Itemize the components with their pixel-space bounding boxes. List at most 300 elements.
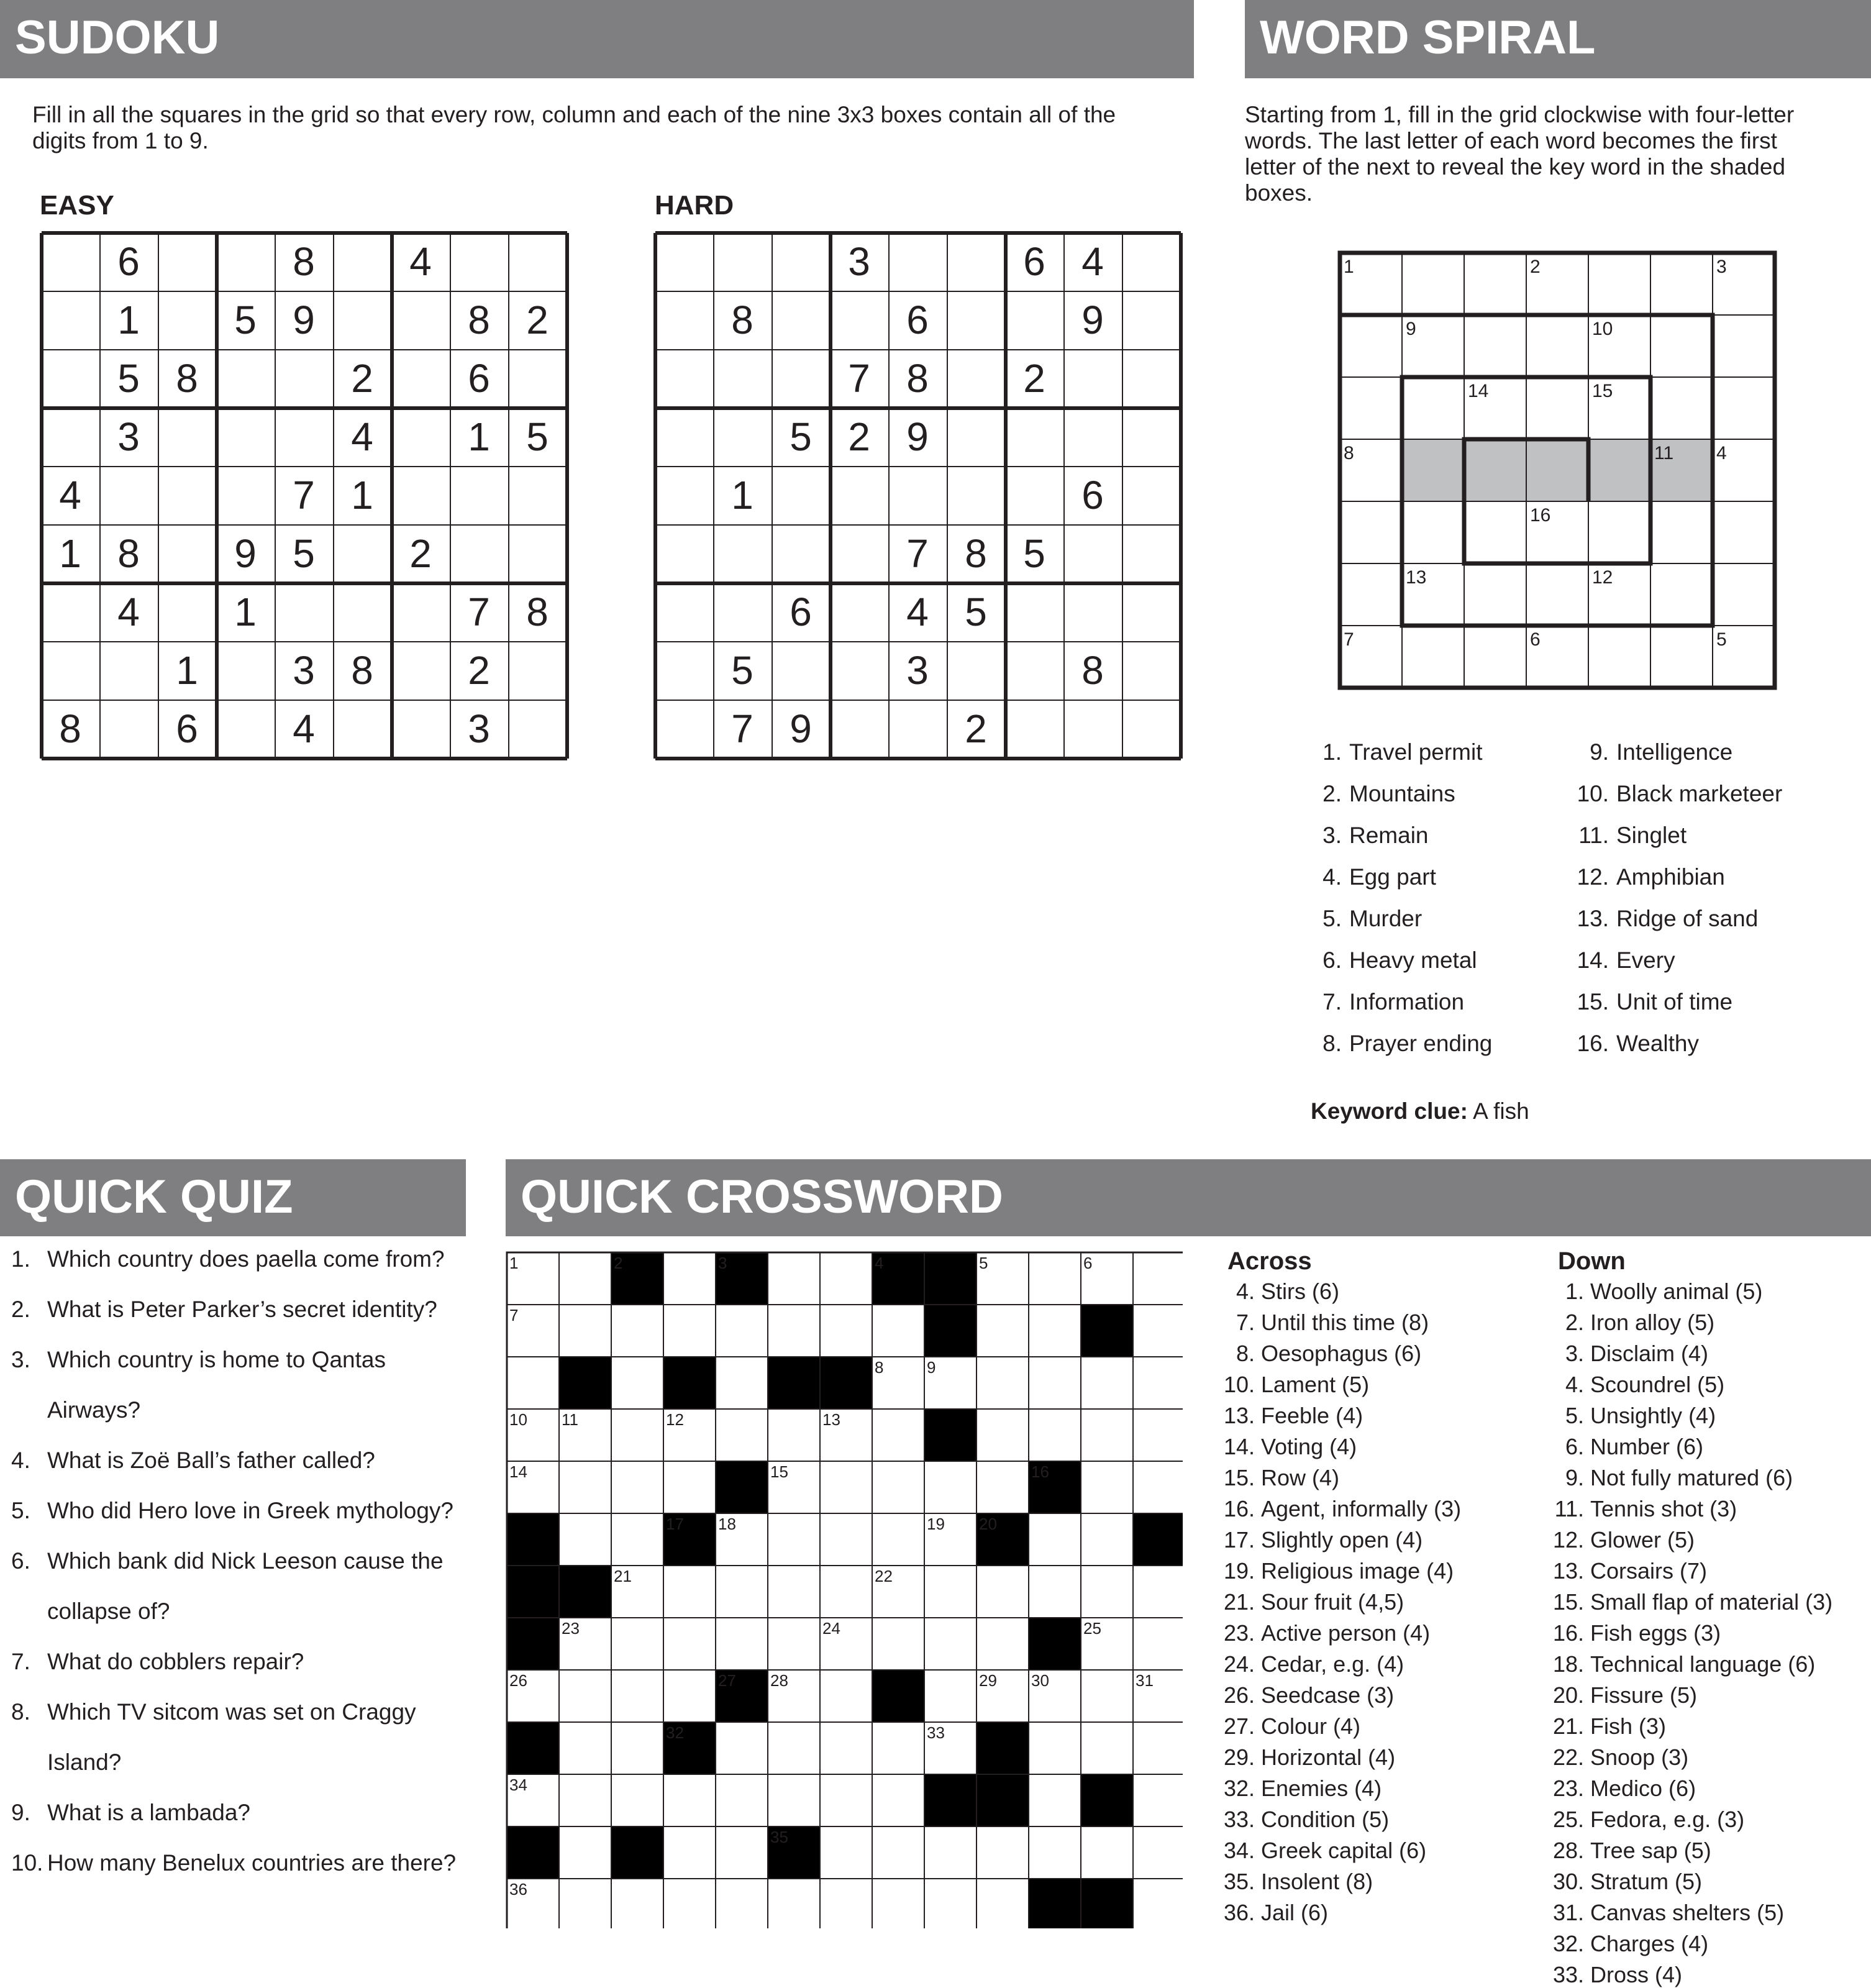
sudoku-cell[interactable] [391,349,450,408]
sudoku-cell[interactable]: 2 [351,356,373,401]
crossword-block [663,1357,716,1409]
sudoku-cell[interactable] [158,408,216,466]
sudoku-cell[interactable] [713,408,772,466]
spiral-cell [1526,377,1588,439]
spiral-cell-number: 2 [1530,257,1541,277]
crossword-cell [872,1774,924,1826]
word-spiral-grid[interactable] [1336,248,1779,692]
crossword-cell [768,1879,820,1928]
crossword-clue [1547,1620,1721,1646]
crossword-clue-text: Colour (4) [1261,1713,1361,1739]
quiz-question-text: Airways? [47,1397,141,1423]
sudoku-cell[interactable] [391,583,450,641]
sudoku-cell[interactable] [1122,641,1180,700]
crossword-cell [716,1774,768,1826]
sudoku-cell[interactable] [99,700,158,758]
sudoku-cell[interactable]: 3 [848,239,870,284]
crossword-clue-number: 32. [1552,1931,1584,1956]
sudoku-cell[interactable] [1063,349,1122,408]
sudoku-cell[interactable] [830,583,888,641]
spiral-clue [1577,823,1687,849]
sudoku-cell[interactable]: 6 [790,590,812,634]
sudoku-cell[interactable] [41,583,99,641]
crossword-clue [1547,1776,1696,1802]
sudoku-cell[interactable] [713,232,772,291]
crossword-cell-number: 7 [509,1306,519,1325]
crossword-cell [663,1670,716,1722]
sudoku-cell[interactable] [830,291,888,349]
sudoku-cell[interactable] [41,232,99,291]
sudoku-cell[interactable]: 6 [117,239,140,284]
sudoku-cell[interactable]: 4 [351,414,373,459]
crossword-cell [976,1826,1029,1879]
sudoku-easy-grid[interactable] [41,232,568,759]
sudoku-cell[interactable]: 5 [526,414,549,459]
sudoku-cell[interactable] [1063,583,1122,641]
crossword-cell-number: 30 [1031,1671,1049,1690]
sudoku-cell[interactable] [655,291,713,349]
sudoku-cell[interactable]: 7 [848,356,870,401]
crossword-cell [976,1879,1029,1928]
sudoku-cell[interactable]: 9 [293,298,315,342]
crossword-block [924,1305,976,1357]
crossword-cell [1081,1826,1133,1879]
sudoku-cell[interactable]: 8 [351,648,373,693]
sudoku-cell[interactable] [830,700,888,758]
sudoku-cell[interactable] [41,641,99,700]
sudoku-cell[interactable]: 8 [526,590,549,634]
sudoku-cell[interactable]: 8 [468,298,490,342]
crossword-cell-number: 34 [509,1776,527,1794]
crossword-cell [1133,1879,1183,1928]
crossword-block [1081,1774,1133,1826]
sudoku-cell[interactable] [830,466,888,524]
spiral-cell-number: 14 [1468,381,1489,401]
crossword-cell [820,1566,872,1618]
sudoku-cell[interactable]: 5 [1023,531,1045,576]
sudoku-cell[interactable]: 5 [117,356,140,401]
crossword-cell [1081,1566,1133,1618]
crossword-clue-text: Agent, informally (3) [1261,1496,1462,1521]
spiral-clue-number: 6. [1322,947,1342,973]
crossword-cell-number: 4 [875,1254,884,1272]
spiral-cell [1464,315,1526,377]
sudoku-cell[interactable]: 9 [790,706,812,751]
crossword-block [1081,1879,1133,1928]
crossword-clue-text: Technical language (6) [1590,1651,1816,1677]
sudoku-cell[interactable] [333,700,391,758]
crossword-block [1029,1618,1081,1670]
sudoku-cell[interactable]: 7 [293,473,315,518]
sudoku-cell[interactable]: 8 [117,531,140,576]
spiral-cell [1650,501,1713,563]
sudoku-cell[interactable] [99,641,158,700]
crossword-cell [1133,1566,1183,1618]
sudoku-cell[interactable] [216,641,275,700]
sudoku-cell[interactable]: 8 [59,706,81,751]
crossword-clue-text: Sour fruit (4,5) [1261,1589,1404,1615]
sudoku-cell[interactable]: 2 [1023,356,1045,401]
sudoku-cell[interactable] [655,583,713,641]
spiral-clue-number: 3. [1322,823,1342,848]
sudoku-cell[interactable] [947,232,1005,291]
sudoku-cell[interactable]: 6 [468,356,490,401]
sudoku-cell[interactable] [508,524,567,583]
sudoku-cell[interactable] [158,583,216,641]
sudoku-cell[interactable] [450,466,508,524]
crossword-cell [768,1513,820,1566]
sudoku-cell[interactable] [216,408,275,466]
sudoku-cell[interactable]: 8 [293,239,315,284]
sudoku-cell[interactable] [391,700,450,758]
crossword-clue [1547,1807,1744,1833]
crossword-cell [1029,1357,1081,1409]
word-spiral-instructions-line: words. The last letter of each word becomes the first [1245,128,1777,153]
sudoku-cell[interactable] [772,524,830,583]
crossword-cell [611,1670,663,1722]
crossword-block [820,1357,872,1409]
spiral-cell [1402,377,1464,439]
crossword-clue [1547,1682,1697,1708]
spiral-clue-text: Mountains [1349,781,1455,806]
crossword-clue-text: Fedora, e.g. (3) [1590,1807,1745,1832]
crossword-clue [1218,1651,1404,1677]
sudoku-cell[interactable]: 7 [468,590,490,634]
crossword-clue-number: 18. [1552,1651,1584,1677]
spiral-clue-text: Amphibian [1616,864,1725,890]
crossword-cell [559,1722,611,1774]
crossword-clue-number: 20. [1552,1682,1584,1708]
sudoku-cell[interactable] [713,349,772,408]
crossword-clue [1218,1403,1363,1429]
sudoku-cell[interactable] [391,408,450,466]
sudoku-cell[interactable] [158,291,216,349]
sudoku-cell[interactable]: 5 [293,531,315,576]
sudoku-cell[interactable]: 5 [965,590,987,634]
crossword-clue-number: 5. [1565,1403,1584,1428]
sudoku-cell[interactable]: 9 [234,531,257,576]
sudoku-cell[interactable] [1005,466,1063,524]
sudoku-cell[interactable]: 6 [1023,239,1045,284]
crossword-cell [611,1461,663,1513]
crossword-cell-number: 15 [770,1462,788,1481]
sudoku-hard-grid[interactable] [655,232,1181,759]
sudoku-cell[interactable] [275,349,333,408]
across-clue-list [1218,1279,1541,1943]
sudoku-cell[interactable]: 7 [906,531,929,576]
crossword-cell-number: 14 [509,1462,527,1481]
sudoku-cell[interactable] [888,232,947,291]
sudoku-cell[interactable] [830,524,888,583]
sudoku-cell[interactable] [713,583,772,641]
crossword-clue-number: 6. [1565,1434,1584,1459]
sudoku-cell[interactable] [216,232,275,291]
sudoku-cell[interactable] [947,466,1005,524]
sudoku-cell[interactable] [888,700,947,758]
quiz-question-text: Who did Hero love in Greek mythology? [47,1498,453,1523]
sudoku-cell[interactable] [772,641,830,700]
crossword-cell [1133,1826,1183,1879]
sudoku-cell[interactable] [1122,700,1180,758]
crossword-clue-text: Corsairs (7) [1590,1558,1708,1584]
sudoku-cell[interactable]: 6 [176,706,198,751]
sudoku-cell[interactable] [216,700,275,758]
sudoku-cell[interactable] [450,232,508,291]
crossword-clue-text: Condition (5) [1261,1807,1390,1832]
across-heading: Across [1227,1247,1312,1275]
spiral-cell [1650,315,1713,377]
spiral-clue-text: Murder [1349,906,1423,931]
sudoku-cell[interactable] [1122,524,1180,583]
sudoku-cell[interactable] [1122,466,1180,524]
crossword-clue-text: Row (4) [1261,1465,1340,1490]
sudoku-cell[interactable] [713,524,772,583]
sudoku-cell[interactable] [508,349,567,408]
crossword-cell [663,1461,716,1513]
sudoku-cell[interactable] [888,466,947,524]
crossword-cell-number: 1 [509,1254,519,1272]
sudoku-cell[interactable] [1122,408,1180,466]
sudoku-cell[interactable] [655,232,713,291]
sudoku-cell[interactable]: 5 [731,648,753,693]
sudoku-cell[interactable] [391,291,450,349]
sudoku-cell[interactable] [1063,700,1122,758]
sudoku-cell[interactable] [508,232,567,291]
sudoku-cell[interactable] [655,524,713,583]
sudoku-cell[interactable] [333,291,391,349]
crossword-cell-number: 18 [718,1515,736,1533]
sudoku-cell[interactable] [158,466,216,524]
sudoku-cell[interactable]: 1 [117,298,140,342]
sudoku-cell[interactable] [158,232,216,291]
sudoku-cell[interactable]: 4 [1081,239,1104,284]
sudoku-cell[interactable] [508,700,567,758]
spiral-cell [1464,253,1526,315]
sudoku-cell[interactable] [1063,408,1122,466]
sudoku-cell[interactable]: 4 [906,590,929,634]
sudoku-cell[interactable]: 1 [176,648,198,693]
crossword-grid[interactable] [504,1250,1183,1928]
spiral-clue [1317,781,1455,807]
sudoku-cell[interactable] [1005,408,1063,466]
sudoku-cell[interactable] [1005,583,1063,641]
spiral-clue-number: 10. [1577,781,1609,806]
sudoku-cell[interactable]: 1 [234,590,257,634]
quiz-question-text: What is Zoë Ball’s father called? [47,1448,375,1473]
sudoku-cell[interactable]: 4 [409,239,432,284]
sudoku-cell[interactable] [947,349,1005,408]
sudoku-cell[interactable] [41,349,99,408]
sudoku-cell[interactable]: 3 [293,648,315,693]
spiral-cell [1588,253,1650,315]
sudoku-cell[interactable] [947,408,1005,466]
crossword-clue-text: Slightly open (4) [1261,1527,1423,1553]
crossword-clue [1218,1527,1423,1553]
crossword-clue [1218,1589,1404,1615]
spiral-cell [1713,563,1775,626]
crossword-cell [1029,1305,1081,1357]
sudoku-cell[interactable] [772,349,830,408]
crossword-clue-number: 32. [1223,1776,1255,1801]
sudoku-cell[interactable]: 5 [234,298,257,342]
sudoku-cell[interactable] [41,408,99,466]
crossword-clue-text: Tennis shot (3) [1590,1496,1737,1521]
crossword-cell [924,1461,976,1513]
crossword-clue-number: 21. [1552,1713,1584,1739]
crossword-block [1133,1513,1183,1566]
sudoku-cell[interactable] [1005,291,1063,349]
sudoku-cell[interactable] [158,524,216,583]
sudoku-cell[interactable]: 4 [117,590,140,634]
crossword-cell [611,1879,663,1928]
sudoku-cell[interactable]: 6 [1081,473,1104,518]
crossword-clue [1218,1713,1360,1740]
sudoku-cell[interactable] [830,641,888,700]
spiral-cell [1650,253,1713,315]
sudoku-cell[interactable] [772,291,830,349]
spiral-cell [1464,563,1526,626]
sudoku-cell[interactable] [99,466,158,524]
crossword-cell [976,1357,1029,1409]
crossword-cell-number: 13 [822,1410,840,1429]
crossword-cell-number: 35 [770,1828,788,1846]
crossword-cell [872,1618,924,1670]
spiral-clue-text: Remain [1349,823,1429,848]
crossword-cell [1133,1722,1183,1774]
crossword-cell [1133,1774,1183,1826]
sudoku-cell[interactable] [1122,232,1180,291]
crossword-clue-number: 21. [1223,1589,1255,1615]
sudoku-cell[interactable] [1005,700,1063,758]
sudoku-cell[interactable] [655,349,713,408]
sudoku-cell[interactable] [333,524,391,583]
sudoku-cell[interactable] [391,466,450,524]
quiz-question-text: Which country is home to Qantas [47,1347,386,1372]
sudoku-cell[interactable] [772,232,830,291]
sudoku-cell[interactable] [947,641,1005,700]
crossword-block [1081,1305,1133,1357]
crossword-clue [1218,1465,1339,1491]
sudoku-cell[interactable]: 9 [1081,298,1104,342]
spiral-clue [1577,1031,1699,1057]
sudoku-cell[interactable] [655,700,713,758]
crossword-cell-number: 25 [1083,1619,1101,1638]
sudoku-cell[interactable]: 4 [293,706,315,751]
sudoku-cell[interactable]: 2 [526,298,549,342]
crossword-clue-text: Feeble (4) [1261,1403,1363,1428]
sudoku-cell[interactable]: 5 [790,414,812,459]
sudoku-cell[interactable] [508,641,567,700]
quiz-question-number: 9. [11,1800,30,1825]
spiral-clue-number: 11. [1578,823,1609,848]
sudoku-cell[interactable] [216,349,275,408]
sudoku-cell[interactable]: 9 [906,414,929,459]
sudoku-cell[interactable] [1005,641,1063,700]
sudoku-cell[interactable] [655,641,713,700]
sudoku-cell[interactable] [41,291,99,349]
sudoku-cell[interactable]: 8 [906,356,929,401]
sudoku-cell[interactable]: 4 [59,473,81,518]
sudoku-cell[interactable] [1063,524,1122,583]
sudoku-cell[interactable]: 1 [468,414,490,459]
crossword-clue-text: Snoop (3) [1590,1744,1689,1770]
sudoku-cell[interactable]: 3 [117,414,140,459]
sudoku-cell[interactable] [216,466,275,524]
sudoku-cell[interactable] [772,466,830,524]
crossword-clue-text: Enemies (4) [1261,1776,1382,1801]
easy-label: EASY [40,190,114,221]
sudoku-cell[interactable] [1122,291,1180,349]
sudoku-cell[interactable] [947,291,1005,349]
sudoku-cell[interactable]: 3 [468,706,490,751]
sudoku-cell[interactable]: 2 [848,414,870,459]
sudoku-cell[interactable] [391,641,450,700]
crossword-clue-number: 9. [1565,1465,1584,1490]
quiz-question-number: 4. [11,1448,30,1473]
crossword-clue-number: 10. [1223,1372,1255,1397]
sudoku-cell[interactable]: 8 [965,531,987,576]
sudoku-cell[interactable]: 1 [731,473,753,518]
sudoku-cell[interactable]: 7 [731,706,753,751]
sudoku-cell[interactable]: 6 [906,298,929,342]
crossword-cell [663,1826,716,1879]
crossword-cell [663,1774,716,1826]
spiral-clue-text: Unit of time [1616,989,1733,1015]
crossword-cell-number: 26 [509,1671,527,1690]
crossword-cell-number: 31 [1136,1671,1154,1690]
sudoku-cell[interactable] [333,583,391,641]
sudoku-cell[interactable]: 8 [1081,648,1104,693]
sudoku-cell[interactable]: 1 [351,473,373,518]
crossword-clue-text: Religious image (4) [1261,1558,1454,1584]
sudoku-cell[interactable] [508,466,567,524]
crossword-clue [1547,1558,1707,1584]
sudoku-cell[interactable]: 1 [59,531,81,576]
sudoku-cell[interactable]: 2 [965,706,987,751]
sudoku-cell[interactable] [1122,583,1180,641]
word-spiral-instructions-line: letter of the next to reveal the key word in the shaded [1245,154,1786,180]
sudoku-cell[interactable] [655,466,713,524]
crossword-cell-number: 33 [927,1723,945,1742]
spiral-clue-number: 14. [1577,947,1609,973]
crossword-cell [872,1513,924,1566]
sudoku-cell[interactable] [1122,349,1180,408]
sudoku-cell[interactable]: 3 [906,648,929,693]
sudoku-cell[interactable] [333,232,391,291]
spiral-clue [1317,823,1429,849]
crossword-block [507,1826,559,1879]
spiral-cell [1526,563,1588,626]
sudoku-cell[interactable]: 2 [409,531,432,576]
crossword-cell [663,1879,716,1928]
word-spiral-clues-left [1317,739,1565,1062]
sudoku-cell[interactable] [275,583,333,641]
spiral-clue [1317,739,1483,765]
crossword-cell [768,1252,820,1305]
sudoku-cell[interactable]: 8 [731,298,753,342]
crossword-clue-number: 36. [1223,1900,1255,1925]
sudoku-cell[interactable]: 8 [176,356,198,401]
sudoku-cell[interactable] [450,524,508,583]
crossword-block [1029,1879,1081,1928]
sudoku-cell[interactable]: 2 [468,648,490,693]
crossword-cell [1029,1513,1081,1566]
crossword-clue-text: Scoundrel (5) [1590,1372,1725,1397]
sudoku-cell[interactable] [655,408,713,466]
sudoku-cell[interactable] [275,408,333,466]
crossword-clue-text: Unsightly (4) [1590,1403,1716,1428]
crossword-cell [820,1774,872,1826]
